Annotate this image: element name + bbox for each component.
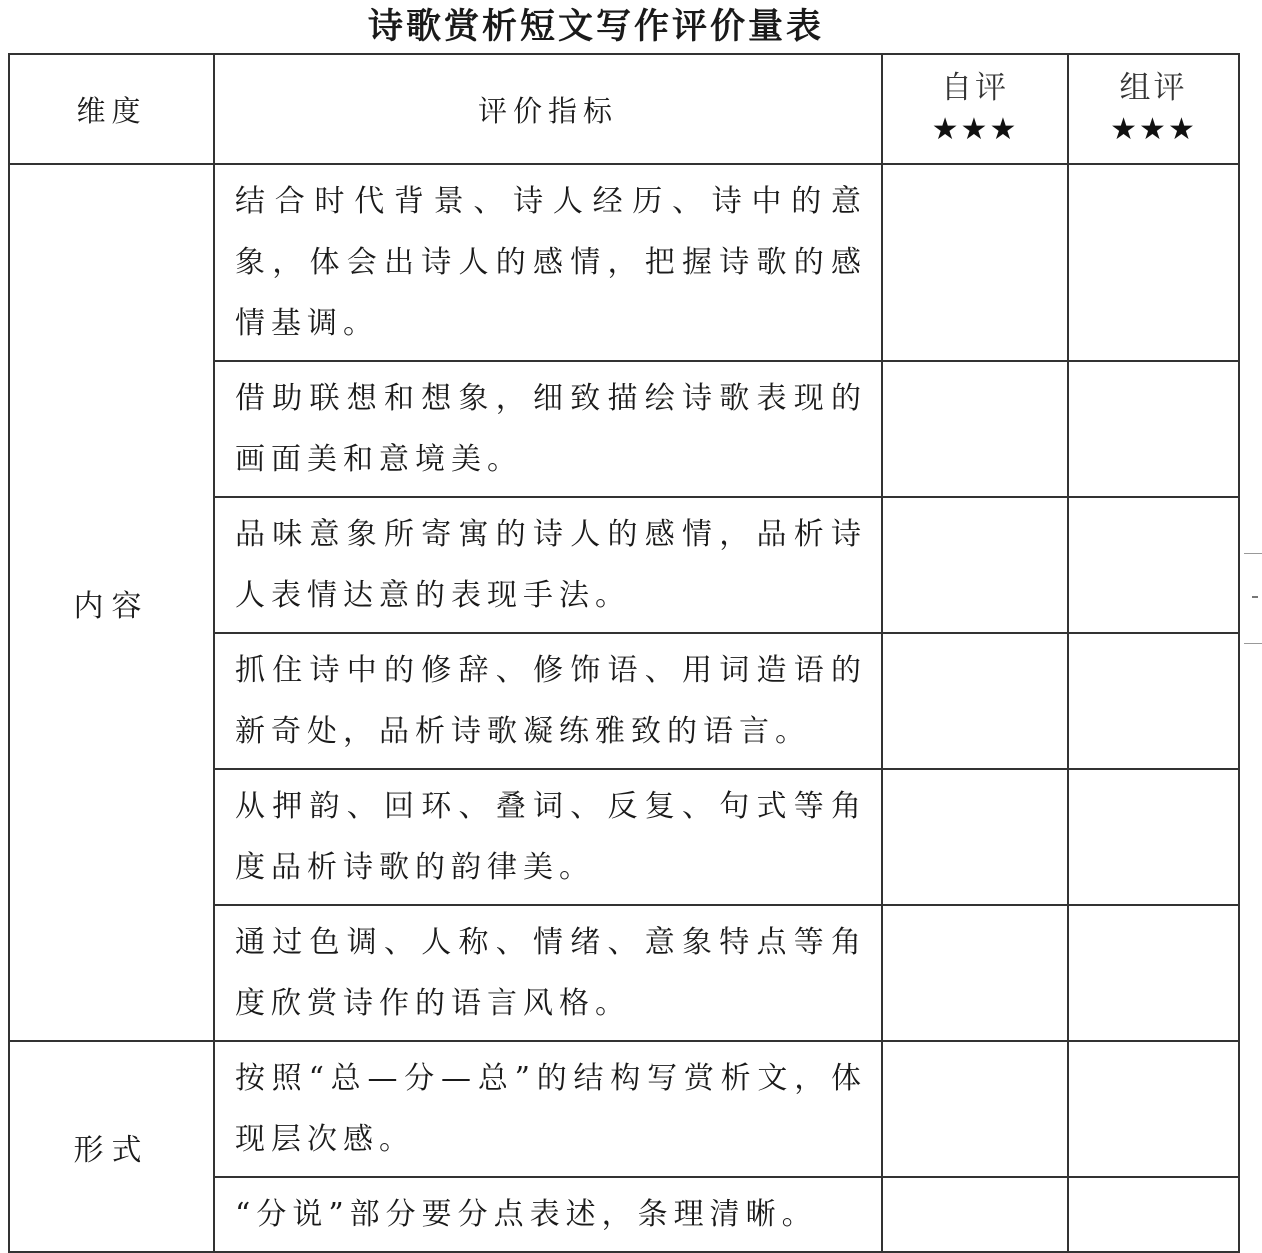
header-group-eval: [1068, 54, 1239, 164]
group-eval-label: 组评: [1119, 70, 1188, 106]
self-eval-cell[interactable]: [882, 361, 1068, 497]
self-eval-cell[interactable]: [882, 497, 1068, 633]
self-eval-cell[interactable]: [882, 769, 1068, 905]
header-dimension: 维度: [9, 54, 214, 164]
evaluation-rubric-table: [8, 53, 1240, 1253]
edge-mark: [1252, 596, 1258, 598]
edge-divider: [1244, 553, 1262, 554]
table-title: 诗歌赏析短文写作评价量表: [367, 7, 824, 47]
self-eval-cell[interactable]: [882, 633, 1068, 769]
header-indicator: 评价指标: [214, 54, 882, 164]
dimension-form: 形式: [9, 1041, 214, 1252]
dimension-content: 内容: [9, 164, 214, 1041]
group-eval-cell[interactable]: [1068, 633, 1239, 769]
self-eval-cell[interactable]: [882, 1041, 1068, 1177]
indicator-cell: 按照“总—分—总”的结构写赏析文，体现层次感。: [214, 1041, 882, 1177]
indicator-cell: 结合时代背景、诗人经历、诗中的意象，体会出诗人的感情，把握诗歌的感情基调。: [214, 164, 882, 361]
indicator-cell: 抓住诗中的修辞、修饰语、用词造语的新奇处，品析诗歌凝练雅致的语言。: [214, 633, 882, 769]
self-eval-cell[interactable]: [882, 905, 1068, 1041]
group-eval-cell[interactable]: [1068, 1041, 1239, 1177]
indicator-cell: 通过色调、人称、情绪、意象特点等角度欣赏诗作的语言风格。: [214, 905, 882, 1041]
table-row: [9, 164, 1239, 361]
self-eval-stars-icon: ★★★: [931, 112, 1019, 147]
self-eval-cell[interactable]: [882, 1177, 1068, 1252]
indicator-cell: 从押韵、回环、叠词、反复、句式等角度品析诗歌的韵律美。: [214, 769, 882, 905]
group-eval-cell[interactable]: [1068, 497, 1239, 633]
header-row: [9, 54, 1239, 164]
group-eval-cell[interactable]: [1068, 361, 1239, 497]
table-row: [9, 1041, 1239, 1177]
self-eval-cell[interactable]: [882, 164, 1068, 361]
group-eval-cell[interactable]: [1068, 1177, 1239, 1252]
indicator-cell: “分说”部分要分点表述，条理清晰。: [214, 1177, 882, 1252]
group-eval-cell[interactable]: [1068, 769, 1239, 905]
edge-divider: [1244, 643, 1262, 644]
group-eval-cell[interactable]: [1068, 164, 1239, 361]
self-eval-label: 自评: [941, 70, 1009, 106]
indicator-cell: 品味意象所寄寓的诗人的感情，品析诗人表情达意的表现手法。: [214, 497, 882, 633]
group-eval-cell[interactable]: [1068, 905, 1239, 1041]
group-eval-stars-icon: ★★★: [1110, 112, 1197, 147]
header-self-eval: [882, 54, 1068, 164]
indicator-cell: 借助联想和想象，细致描绘诗歌表现的画面美和意境美。: [214, 361, 882, 497]
